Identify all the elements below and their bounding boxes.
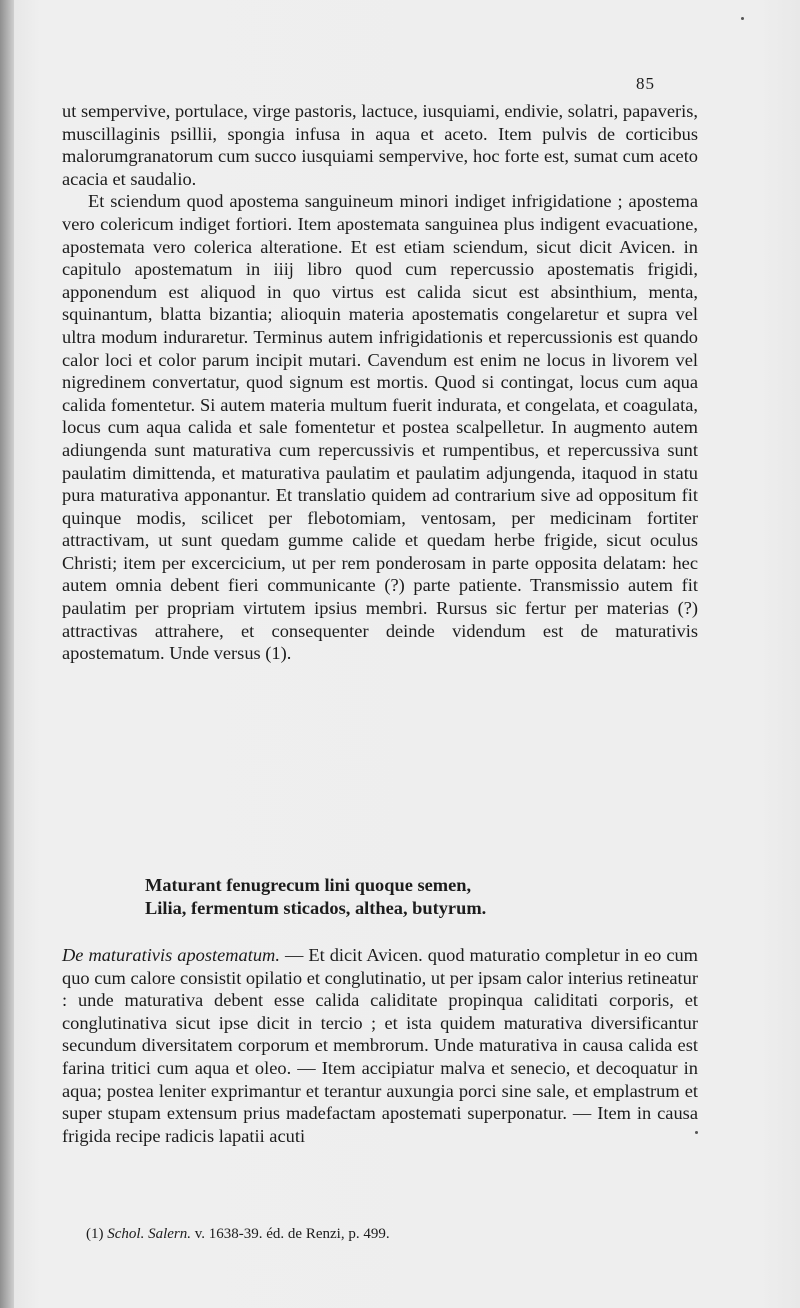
section-heading: De maturativis apostematum. bbox=[62, 945, 280, 965]
main-text-block bbox=[62, 100, 698, 665]
footnote-source: Schol. Salern. bbox=[107, 1226, 191, 1242]
footnote bbox=[86, 1226, 686, 1243]
verse-block bbox=[145, 874, 645, 919]
verse-line-1: Maturant fenugrecum lini quoque semen, bbox=[145, 875, 472, 895]
footnote-citation: v. 1638-39. éd. de Renzi, p. 499. bbox=[194, 1226, 390, 1242]
paragraph-1: ut sempervive, portulace, virge pastoris, lactuce, iusquiami, endivie, solatri, papaveris, muscillaginis psillii, spongia infusa in aqua et aceto. Item pulvis de corticibus malorumgranatorum cum succo iusquiami sempervive, hoc forte est, sumat cum aceto acacia et saudalio. bbox=[62, 101, 698, 189]
verse-line-2: Lilia, fermentum sticados, althea, butyrum. bbox=[145, 897, 487, 918]
page-binding-shadow bbox=[0, 0, 14, 1308]
page-number: 85 bbox=[636, 74, 655, 93]
paragraph-2: Et sciendum quod apostema sanguineum minori indiget infrigidatione ; apostema vero colericum indiget fortiori. Item apostemata sanguinea plus indigent evacuatione, apostemata vero colerica alteratione. Et est etiam sciendum, sicut dicit Avicen. in capitulo apostematum in iiij libro quod cum repercussio apostematis frigidi, apponendum est aliquod in quo virtus est calida sicut est absinthium, menta, squinantum, blatta bizantia; alioquin materia apostematis congelaretur et supra vel ultra modum induraretur. Terminus autem infrigidationis et repercussionis est quando calor loci et color parum incipit mutari. Cavendum est enim ne locus in livorem vel nigredinem convertatur, quod signum est mortis. Quod si contingat, locus cum aqua calida fomentetur. Si autem materia multum fuerit indurata, et congelata, et coagulata, locus cum aqua calida et sale fomentetur et postea scalpelletur. In augmento autem adiungenda sunt maturativa cum repercussivis et rumpentibus, et repercussiva sunt paulatim dimittenda, et maturativa paulatim et paulatim adjungenda, itaquod in statu pura maturativa apponantur. Et translatio quidem ad contrarium sive ad oppositum fit quinque modis, scilicet per flebotomiam, ventosam, per medicinam fortiter attractivam, ut sunt quedam gumme calide et quedam herbe frigide, sicut oculus Christi; item per excercicium, ut per rem ponderosam in parte opposita delatam: hec autem omnia debent fieri communicante (?) parte patiente. Transmissio autem fit paulatim per propriam virtutem ipsius membri. Rursus sic fertur per materias (?) attractivas attrahere, et consequenter deinde videndum est de maturativis apostematum. Unde versus (1). bbox=[62, 191, 698, 664]
section-text: — Et dicit Avicen. quod maturatio completur in eo cum quo cum calore consistit opilatio et conglutinatio, ut per ipsam calor interius retineatur : unde maturativa debent esse calida caliditate propinqua caliditati corporis, et conglutinativa sicut ipse dicit in tercio ; et ista quidem maturativa diversificantur secundum diversitatem corporum et membrorum. Unde maturativa in causa calida est farina tritici cum aqua et oleo. — Item accipiatur malva et senecio, et decoquatur in aqua; postea leniter exprimantur et terantur auxungia porci sine sale, et emplastrum et super stupam extensum prius madefactam apostemati superponatur. — Item in causa frigida recipe radicis lapatii acuti bbox=[62, 945, 698, 1146]
footnote-marker: (1) bbox=[86, 1226, 104, 1242]
paper-speck bbox=[695, 1131, 698, 1134]
paper-speck bbox=[741, 17, 744, 20]
maturativis-section bbox=[62, 944, 698, 1147]
